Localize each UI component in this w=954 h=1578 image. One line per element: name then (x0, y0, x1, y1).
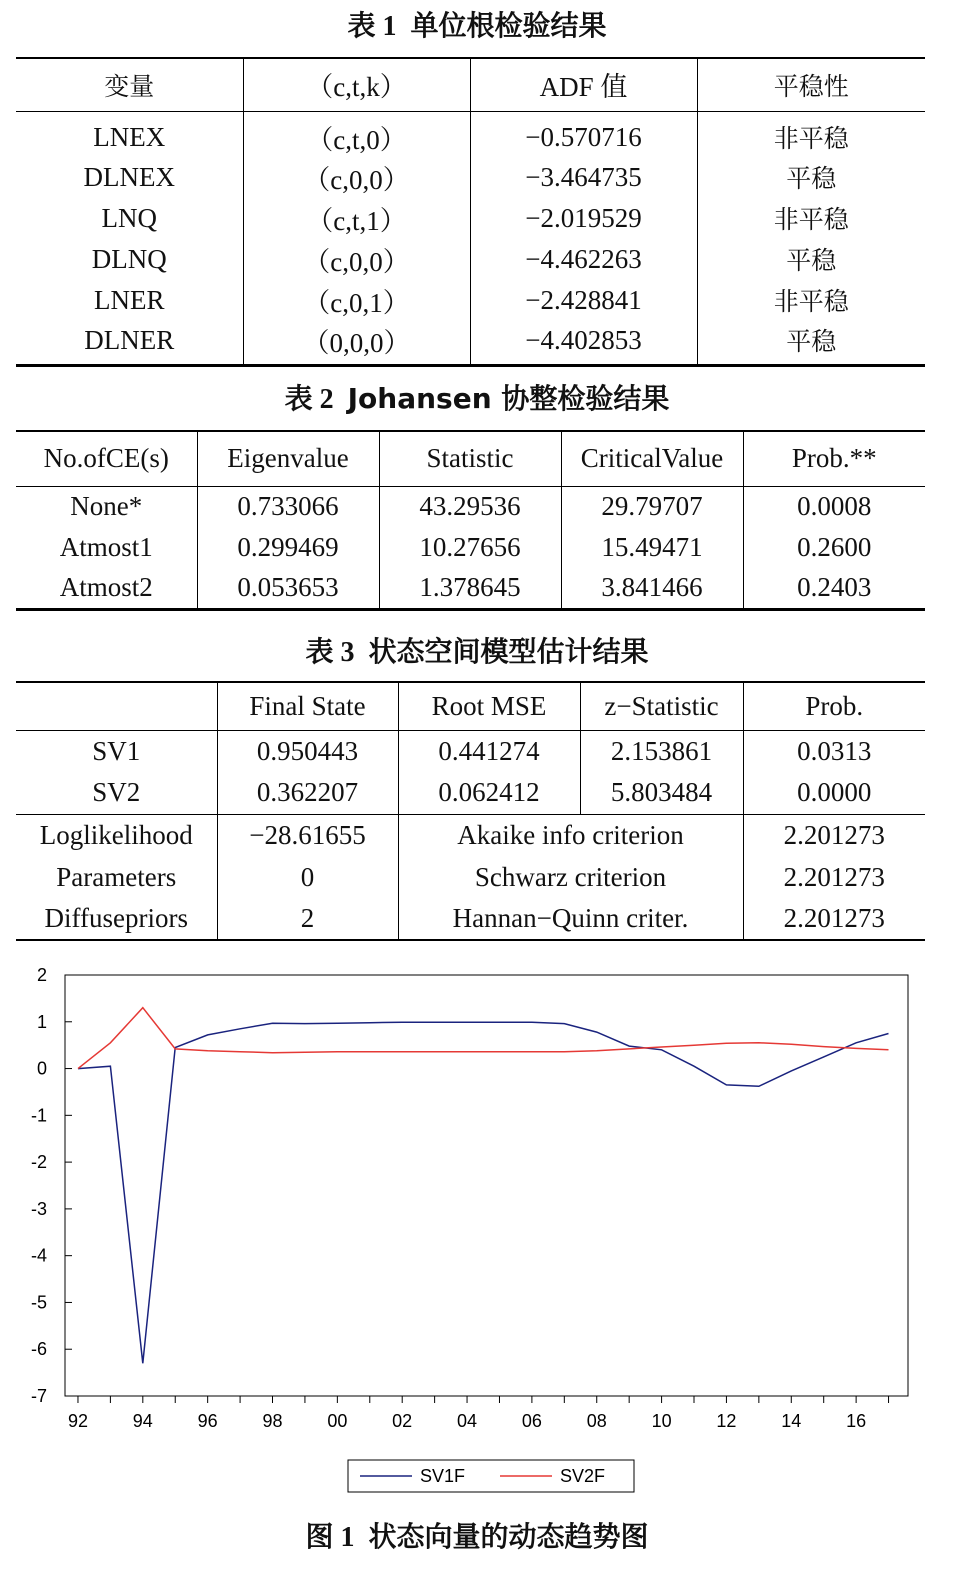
state-vector-trend-chart (0, 955, 954, 1510)
table-cell: DLNER (84, 324, 175, 355)
table-cell: Parameters (56, 861, 177, 892)
state-space-estimation-table (16, 681, 925, 941)
table1-header-stationarity: 平稳性 (697, 58, 925, 111)
table-cell: 平稳 (697, 157, 925, 198)
figure1-caption-number: 图 1 (305, 1522, 355, 1553)
table2-header-eigenvalue: Eigenvalue (197, 431, 379, 486)
table-cell: 0.362207 (217, 772, 398, 814)
table-cell: 0.950443 (217, 730, 398, 772)
figure1-caption-text: 状态向量的动态趋势图 (368, 1520, 649, 1553)
y-tick-label: -4 (30, 1245, 47, 1266)
x-tick-label: 16 (846, 1411, 867, 1431)
y-tick-label: -1 (30, 1105, 47, 1126)
table-cell: （c,t,1） (243, 198, 470, 239)
table-row (16, 321, 925, 366)
x-tick-label: 96 (197, 1411, 218, 1431)
x-tick-label: 00 (327, 1411, 348, 1431)
table-cell: 43.29536 (379, 486, 561, 527)
table-cell: 平稳 (697, 239, 925, 280)
table-row (16, 772, 925, 814)
y-tick-label: -7 (30, 1386, 47, 1406)
table2-header-statistic: Statistic (379, 431, 561, 486)
table-cell: （0,0,0） (243, 321, 470, 366)
table-cell: LNER (94, 284, 165, 315)
table-cell: 0.062412 (398, 772, 580, 814)
table-row (16, 280, 925, 321)
table-row (16, 814, 925, 856)
table-cell: 10.27656 (379, 527, 561, 568)
x-tick-label: 12 (716, 1411, 737, 1431)
table-cell: 2.201273 (743, 856, 925, 898)
table1-header-adf: ADF 值 (470, 58, 697, 111)
table-row (16, 898, 925, 940)
johansen-cointegration-table (16, 430, 925, 611)
x-tick-label: 98 (262, 1411, 283, 1431)
table-cell: 非平稳 (697, 280, 925, 321)
legend-label-sv1f: SV1F (420, 1466, 466, 1486)
y-tick-label: -3 (30, 1198, 47, 1219)
table-cell: None* (70, 491, 143, 522)
table-row (16, 111, 925, 157)
x-tick-label: 06 (521, 1411, 542, 1431)
table2-header-critical: CriticalValue (561, 431, 743, 486)
x-tick-label: 02 (392, 1411, 413, 1431)
x-tick-label: 10 (651, 1411, 672, 1431)
table-cell: 1.378645 (379, 568, 561, 609)
y-tick-label: -6 (30, 1339, 47, 1360)
y-tick-label: 0 (36, 1058, 47, 1079)
table-cell: Diffusepriors (44, 903, 188, 933)
table-cell: （c,0,1） (243, 280, 470, 321)
table-cell: DLNQ (91, 243, 167, 274)
table-cell: 2.201273 (743, 814, 925, 856)
y-tick-label: -2 (30, 1152, 47, 1173)
table-cell: 0.733066 (197, 486, 379, 527)
table2-caption-text: Johansen 协整检验结果 (347, 382, 670, 415)
table-cell: −2.428841 (470, 280, 697, 321)
table-cell: SV2 (92, 777, 141, 808)
table2-caption-number: 表 2 (284, 384, 334, 415)
table-row (16, 198, 925, 239)
table-cell: 0.0313 (743, 730, 925, 772)
table-row (16, 527, 925, 568)
table-cell: （c,t,0） (243, 111, 470, 157)
table-cell: −28.61655 (217, 814, 398, 856)
table-row (16, 730, 925, 772)
unit-root-test-table (16, 57, 925, 367)
table-cell: Hannan−Quinn criter. (398, 898, 743, 940)
x-tick-label: 94 (132, 1411, 153, 1431)
table3-header-prob: Prob. (743, 682, 925, 730)
table-cell: 0.2403 (743, 568, 925, 609)
table-cell: 非平稳 (697, 198, 925, 239)
table-cell: LNEX (93, 121, 166, 152)
legend-label-sv2f: SV2F (560, 1466, 606, 1486)
figure1-caption (0, 1515, 954, 1555)
table-cell: Loglikelihood (16, 814, 217, 856)
table2-header-row (16, 431, 925, 486)
table-row (16, 856, 925, 898)
table-cell: 0.0000 (743, 772, 925, 814)
table-cell: −0.570716 (470, 111, 697, 157)
table-cell: 3.841466 (561, 568, 743, 609)
table-cell: 非平稳 (697, 111, 925, 157)
table3-header-blank (16, 682, 217, 730)
table-cell: 15.49471 (561, 527, 743, 568)
table3-header-final-state: Final State (217, 682, 398, 730)
table3-header-root-mse: Root MSE (398, 682, 580, 730)
table3-caption-text: 状态空间模型估计结果 (368, 635, 649, 668)
table1-caption (0, 4, 954, 44)
table-cell: 0.2600 (743, 527, 925, 568)
plot-frame (65, 975, 908, 1396)
table-row (16, 157, 925, 198)
table3-header-z-statistic: z−Statistic (580, 682, 743, 730)
table-cell: Akaike info criterion (398, 814, 743, 856)
table1-header-row (16, 58, 925, 111)
table-cell: 平稳 (697, 321, 925, 366)
table-cell: Schwarz criterion (398, 856, 743, 898)
table-cell: 2.201273 (743, 898, 925, 940)
table-cell: 29.79707 (561, 486, 743, 527)
table1-caption-number: 表 1 (347, 11, 397, 42)
table-cell: 0 (217, 856, 398, 898)
table-cell: （c,0,0） (243, 239, 470, 280)
table-cell: SV1 (92, 735, 141, 766)
table-row (16, 486, 925, 527)
table1-caption-text: 单位根检验结果 (410, 9, 607, 42)
table2-header-prob: Prob.** (743, 431, 925, 486)
table-cell: −3.464735 (470, 157, 697, 198)
table2-caption (0, 377, 954, 417)
table3-header-row (16, 682, 925, 730)
x-tick-label: 14 (781, 1411, 802, 1431)
series-line-sv1f (78, 1022, 889, 1363)
table-cell: 2.153861 (580, 730, 743, 772)
table-cell: Atmost1 (59, 532, 153, 562)
table-cell: −4.462263 (470, 239, 697, 280)
y-tick-label: -5 (30, 1292, 47, 1313)
table-cell: 2 (217, 898, 398, 940)
table-cell: 5.803484 (580, 772, 743, 814)
table-cell: −2.019529 (470, 198, 697, 239)
x-tick-label: 92 (67, 1411, 88, 1431)
table-cell: DLNEX (83, 161, 175, 192)
table-cell: Atmost2 (59, 572, 153, 603)
table3-caption-number: 表 3 (305, 637, 355, 668)
y-tick-label: 2 (36, 965, 47, 985)
table-cell: 0.0008 (743, 486, 925, 527)
table-cell: 0.299469 (197, 527, 379, 568)
table-row (16, 568, 925, 609)
x-tick-label: 04 (457, 1411, 478, 1431)
table-cell: LNQ (101, 202, 157, 233)
table1-header-variable: 变量 (16, 58, 243, 111)
table-cell: 0.053653 (197, 568, 379, 609)
table-cell: 0.441274 (398, 730, 580, 772)
table-cell: （c,0,0） (243, 157, 470, 198)
table3-caption (0, 630, 954, 670)
table-cell: −4.402853 (470, 321, 697, 366)
table-row (16, 239, 925, 280)
x-tick-label: 08 (586, 1411, 607, 1431)
y-tick-label: 1 (36, 1011, 47, 1032)
table1-header-ctk: （c,t,k） (243, 58, 470, 111)
table2-header-ce: No.ofCE(s) (16, 431, 197, 486)
